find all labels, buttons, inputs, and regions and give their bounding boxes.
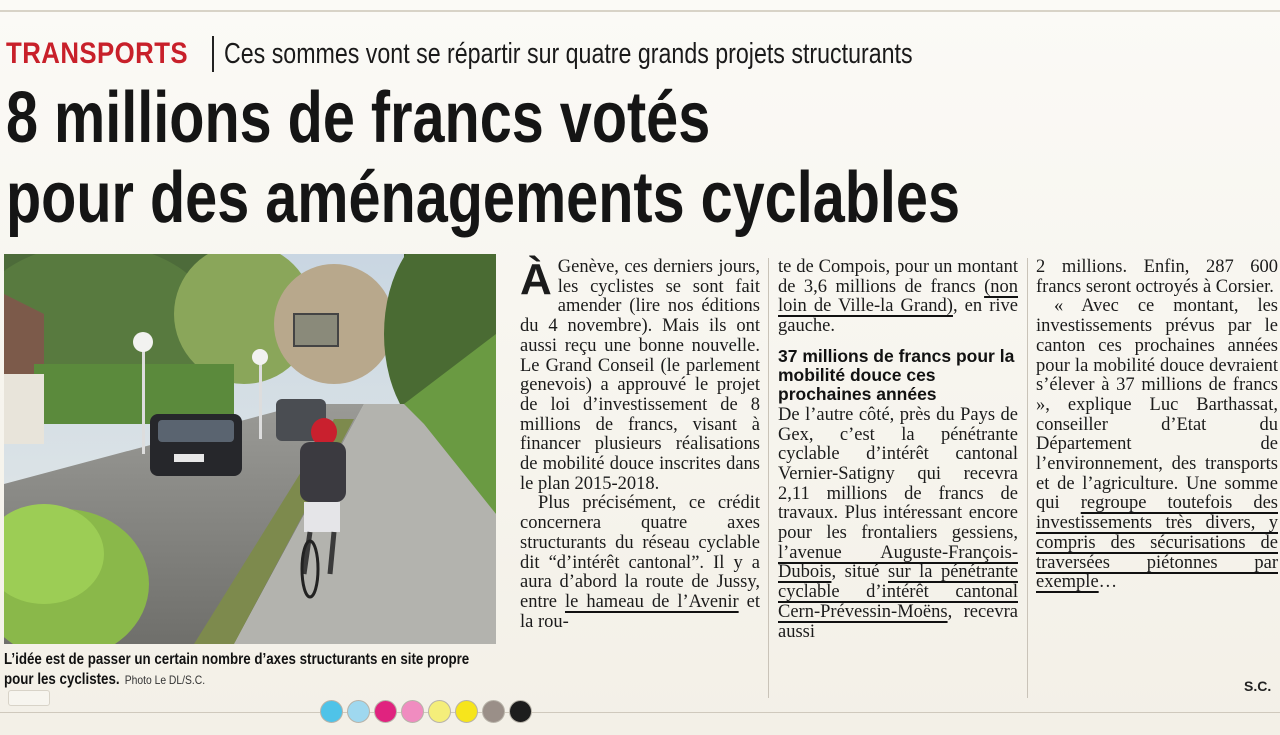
- headline: [6, 78, 960, 238]
- photo-caption: [4, 650, 494, 690]
- col2-p2-underlined-1: l’avenue Auguste-François-Dubois: [778, 542, 1018, 583]
- headline-line-2: pour des aménagements cyclables: [6, 158, 960, 238]
- col2-p1-underlined: (non loin de Ville-la Grand): [778, 276, 1018, 317]
- cyclist-street-photo: [4, 254, 496, 644]
- col2-p1-text-c: , en rive gauche.: [778, 296, 1018, 337]
- color-swatch-2: [347, 700, 370, 723]
- color-swatch-7: [482, 700, 505, 723]
- col3-p2-text-c: …: [1098, 572, 1118, 593]
- col1-p2-text-a: Plus précisément, ce crédit concernera quatre axes structurants du réseau cyclable dit “d’intérêt cantonal”. Il y a aura d’abord la route de Jussy, entre: [520, 493, 760, 612]
- color-registration-swatches: [320, 700, 532, 723]
- col2-paragraph-2: [778, 406, 1018, 642]
- photo-credit: Photo Le DL/S.C.: [124, 673, 206, 687]
- caption-text: L’idée est de passer un certain nombre d’axes structurants en site propre pour les cyclistes.: [4, 651, 470, 688]
- col1-p1-text: Genève, ces derniers jours, les cyclistes se sont fait amender (lire nos éditions du 4 novembre). Mais ils ont aussi reçu une bonne nouvelle. Le Grand Conseil (le parlement genevois) a approuvé le projet de loi d’investissement de 8 millions de francs, visant à financer plusieurs réalisations de mobilité douce inscrites dans le plan 2015-2018.: [520, 257, 760, 494]
- headline-line-1: 8 millions de francs votés: [6, 78, 711, 158]
- article-column-3: [1036, 258, 1278, 593]
- color-swatch-6: [455, 700, 478, 723]
- article-photo: [4, 254, 496, 644]
- author-signature: S.C.: [1244, 678, 1272, 694]
- col2-p2-text-c: , situé: [831, 562, 889, 583]
- color-swatch-8: [509, 700, 532, 723]
- column-divider-2: [1027, 258, 1028, 698]
- article-column-1: [520, 255, 760, 632]
- article-column-2: [778, 258, 1018, 642]
- col3-paragraph-2: [1036, 297, 1278, 593]
- top-rule: [0, 10, 1280, 12]
- page-tab: [8, 690, 50, 706]
- color-swatch-5: [428, 700, 451, 723]
- col2-p2-text-e: , recevra aussi: [778, 601, 1018, 642]
- rubric-divider: [212, 36, 214, 72]
- rubric: [6, 34, 1085, 74]
- col2-paragraph-1: [778, 258, 1018, 337]
- col1-paragraph-1: [520, 255, 760, 494]
- col2-p2-text-a: De l’autre côté, près du Pays de Gex, c’est la pénétrante cyclable d’intérêt cantonal Vernier-Satigny qui recevra 2,11 millions de francs de travaux. Plus intéressant encore pour les frontaliers gessiens,: [778, 404, 1018, 544]
- col1-paragraph-2: [520, 494, 760, 632]
- column-divider-1: [768, 258, 769, 698]
- subheadline: Ces sommes vont se répartir sur quatre grands projets structurants: [224, 37, 913, 70]
- color-swatch-4: [401, 700, 424, 723]
- interheadline: 37 millions de francs pour la mobilité douce ces prochaines années: [778, 345, 1015, 404]
- col2-p2-underlined-2: sur la pénétrante cyclable d’intérêt cantonal Cern-Prévessin-Moëns: [778, 562, 1018, 622]
- dropcap: À: [520, 255, 552, 304]
- col1-p2-text-c: et la rou-: [520, 591, 760, 632]
- bottom-rule: [0, 712, 1280, 713]
- section-kicker: TRANSPORTS: [6, 37, 189, 70]
- col3-paragraph-1: 2 millions. Enfin, 287 600 francs seront octroyés à Corsier.: [1036, 257, 1278, 297]
- col1-p2-underlined: le hameau de l’Avenir: [564, 591, 739, 612]
- col3-p2-text-a: « Avec ce montant, les investissements prévus par le canton ces prochaines années pour la mobilité douce devraient s’élever à 37 millions de francs », explique Luc Barthassat, conseiller d’Etat du Département de l’environnement, des transports et de l’agriculture. Une somme qui: [1036, 296, 1278, 514]
- col2-p1-text-a: te de Compois, pour un montant de 3,6 millions de francs: [778, 257, 1018, 297]
- col3-p2-underlined: regroupe toutefois des investissements très divers, y compris des sécurisations de traversées piétonnes par exemple: [1036, 493, 1278, 593]
- color-swatch-3: [374, 700, 397, 723]
- color-swatch-1: [320, 700, 343, 723]
